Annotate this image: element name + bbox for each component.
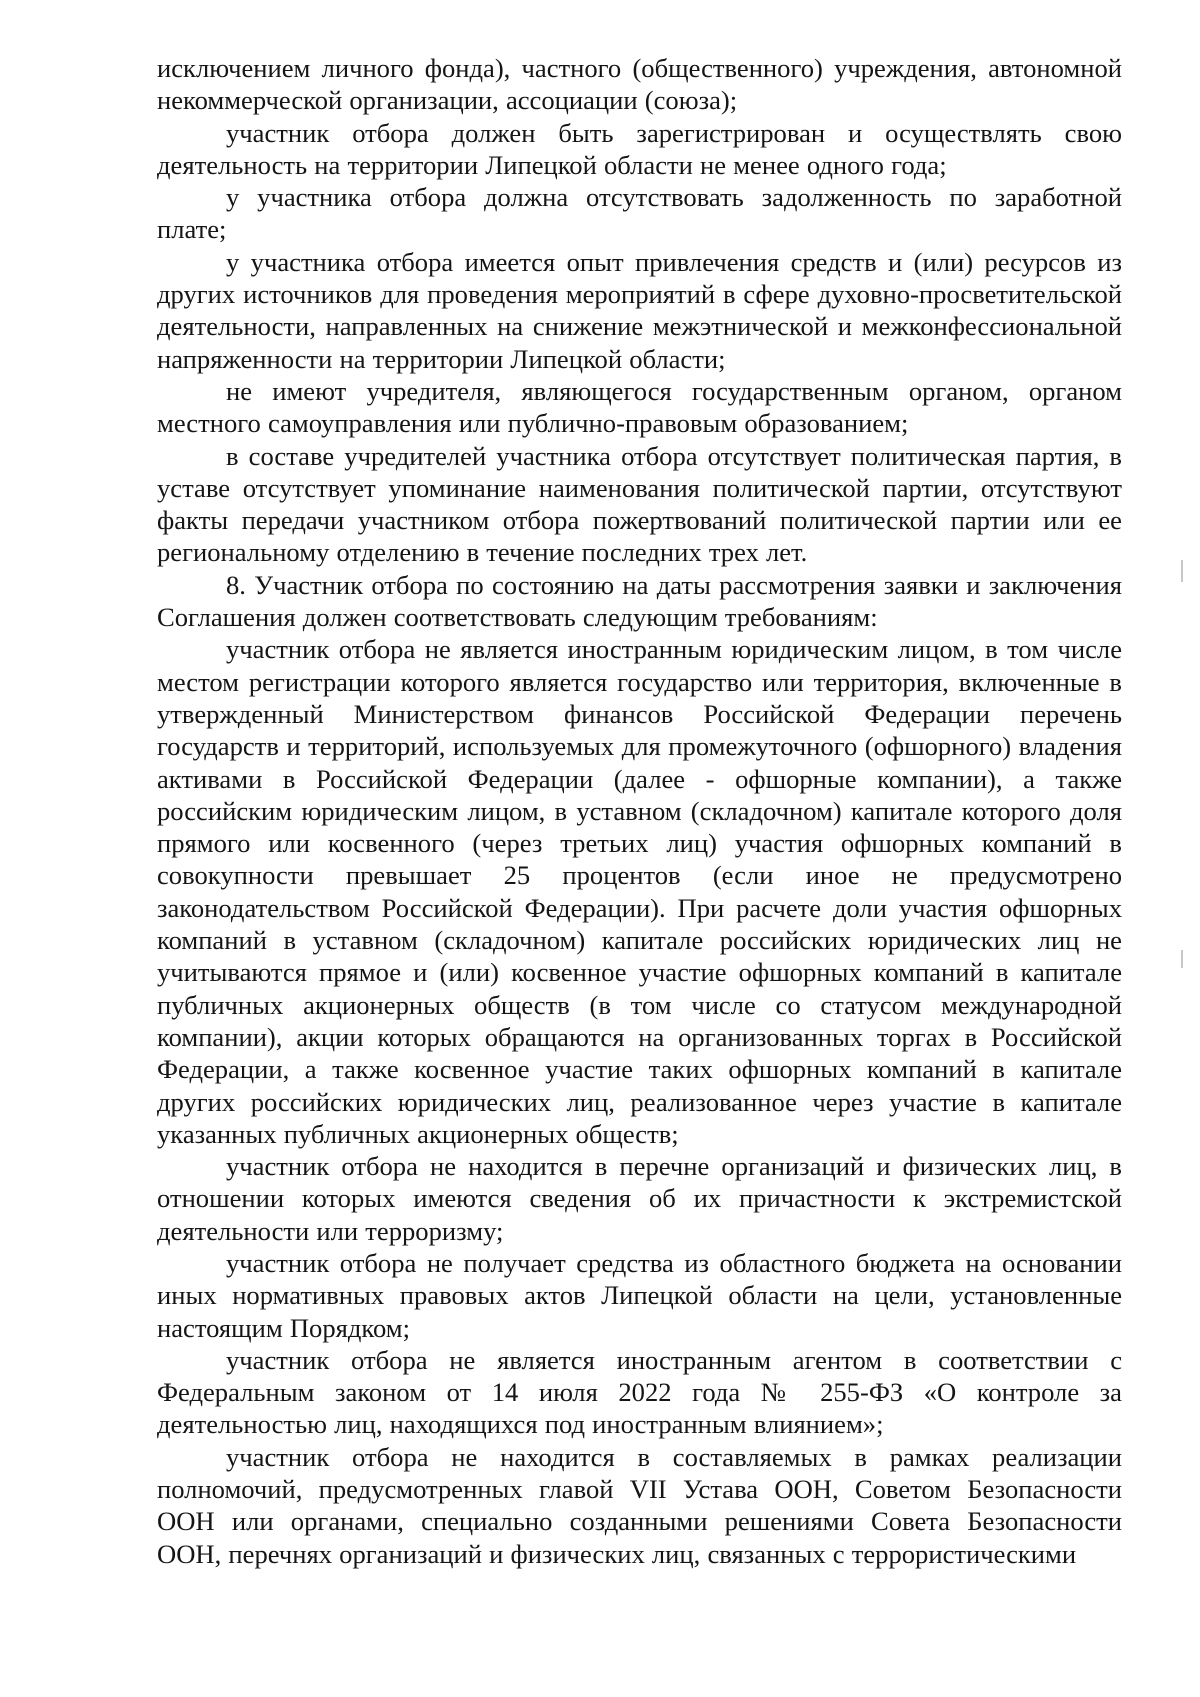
paragraph-salary-debt-requirement: у участника отбора должна отсутствовать задолженность по заработной плате; <box>157 182 1122 245</box>
paragraph-offshore-requirement: участник отбора не является иностранным юридическим лицом, в том числе местом регистрации которого является государство или территория, включенные в утвержденный Министерством финансов Российской Федерации перечень государств и территорий, используемых для промежуточного (офшорного) владения активами в Российской Федерации (далее - офшорные компании), а также российским юридическим лицом, в уставном (складочном) капитале которого доля прямого или косвенного (через третьих лиц) участия офшорных компаний в совокупности превышает 25 процентов (если иное не предусмотрено законодательством Российской Федерации). При расчете доли участия офшорных компаний в уставном (складочном) капитале российских юридических лиц не учитываются прямое и (или) косвенное участие офшорных компаний в капитале публичных акционерных обществ (в том числе со статусом международной компании), акции которых обращаются на организованных торгах в Российской Федерации, а также косвенное участие таких офшорных компаний в капитале других российских юридических лиц, реализованное через участие в капитале указанных публичных акционерных обществ; <box>157 634 1122 1149</box>
paragraph-political-party-requirement: в составе учредителей участника отбора отсутствует политическая партия, в уставе отсутствует упоминание наименования политической партии, отсутствуют факты передачи участником отбора пожертвований политической партии или ее региональному отделению в течение последних трех лет. <box>157 440 1122 568</box>
document-body <box>157 52 1122 1570</box>
paragraph-un-list-requirement: участник отбора не находится в составляемых в рамках реализации полномочий, предусмотренных главой VII Устава ООН, Советом Безопасности ООН или органами, специально созданными решениями Совета Безопасности ООН, перечнях организаций и физических лиц, связанных с террористическими <box>157 1441 1122 1569</box>
paragraph-foreign-agent-requirement: участник отбора не является иностранным агентом в соответствии с Федеральным законом от 14 июля 2022 года № 255-ФЗ «О контроле за деятельностью лиц, находящихся под иностранным влиянием»; <box>157 1344 1122 1440</box>
paragraph-budget-funds-requirement: участник отбора не получает средства из областного бюджета на основании иных нормативных правовых актов Липецкой области на цели, установленные настоящим Порядком; <box>157 1247 1122 1343</box>
scan-artifact-mark <box>1181 950 1183 968</box>
paragraph-extremism-requirement: участник отбора не находится в перечне организаций и физических лиц, в отношении которых имеются сведения об их причастности к экстремистской деятельности или терроризму; <box>157 1151 1122 1246</box>
scan-artifact-mark <box>1181 560 1183 582</box>
paragraph-experience-requirement: у участника отбора имеется опыт привлечения средств и (или) ресурсов из других источников для проведения мероприятий в сфере духовно-просветительской деятельности, направленных на снижение межэтнической и межконфессиональной напряженности на территории Липецкой области; <box>157 246 1122 374</box>
paragraph-registration-requirement: участник отбора должен быть зарегистрирован и осуществлять свою деятельность на территории Липецкой области не менее одного года; <box>157 117 1122 180</box>
paragraph-section-8-heading: 8. Участник отбора по состоянию на даты рассмотрения заявки и заключения Соглашения должен соответствовать следующим требованиям: <box>157 569 1122 633</box>
paragraph-founder-requirement: не имеют учредителя, являющегося государственным органом, органом местного самоуправления или публично-правовым образованием; <box>157 375 1122 439</box>
paragraph-continuation: исключением личного фонда), частного (общественного) учреждения, автономной некоммерческой организации, ассоциации (союза); <box>157 53 1122 116</box>
